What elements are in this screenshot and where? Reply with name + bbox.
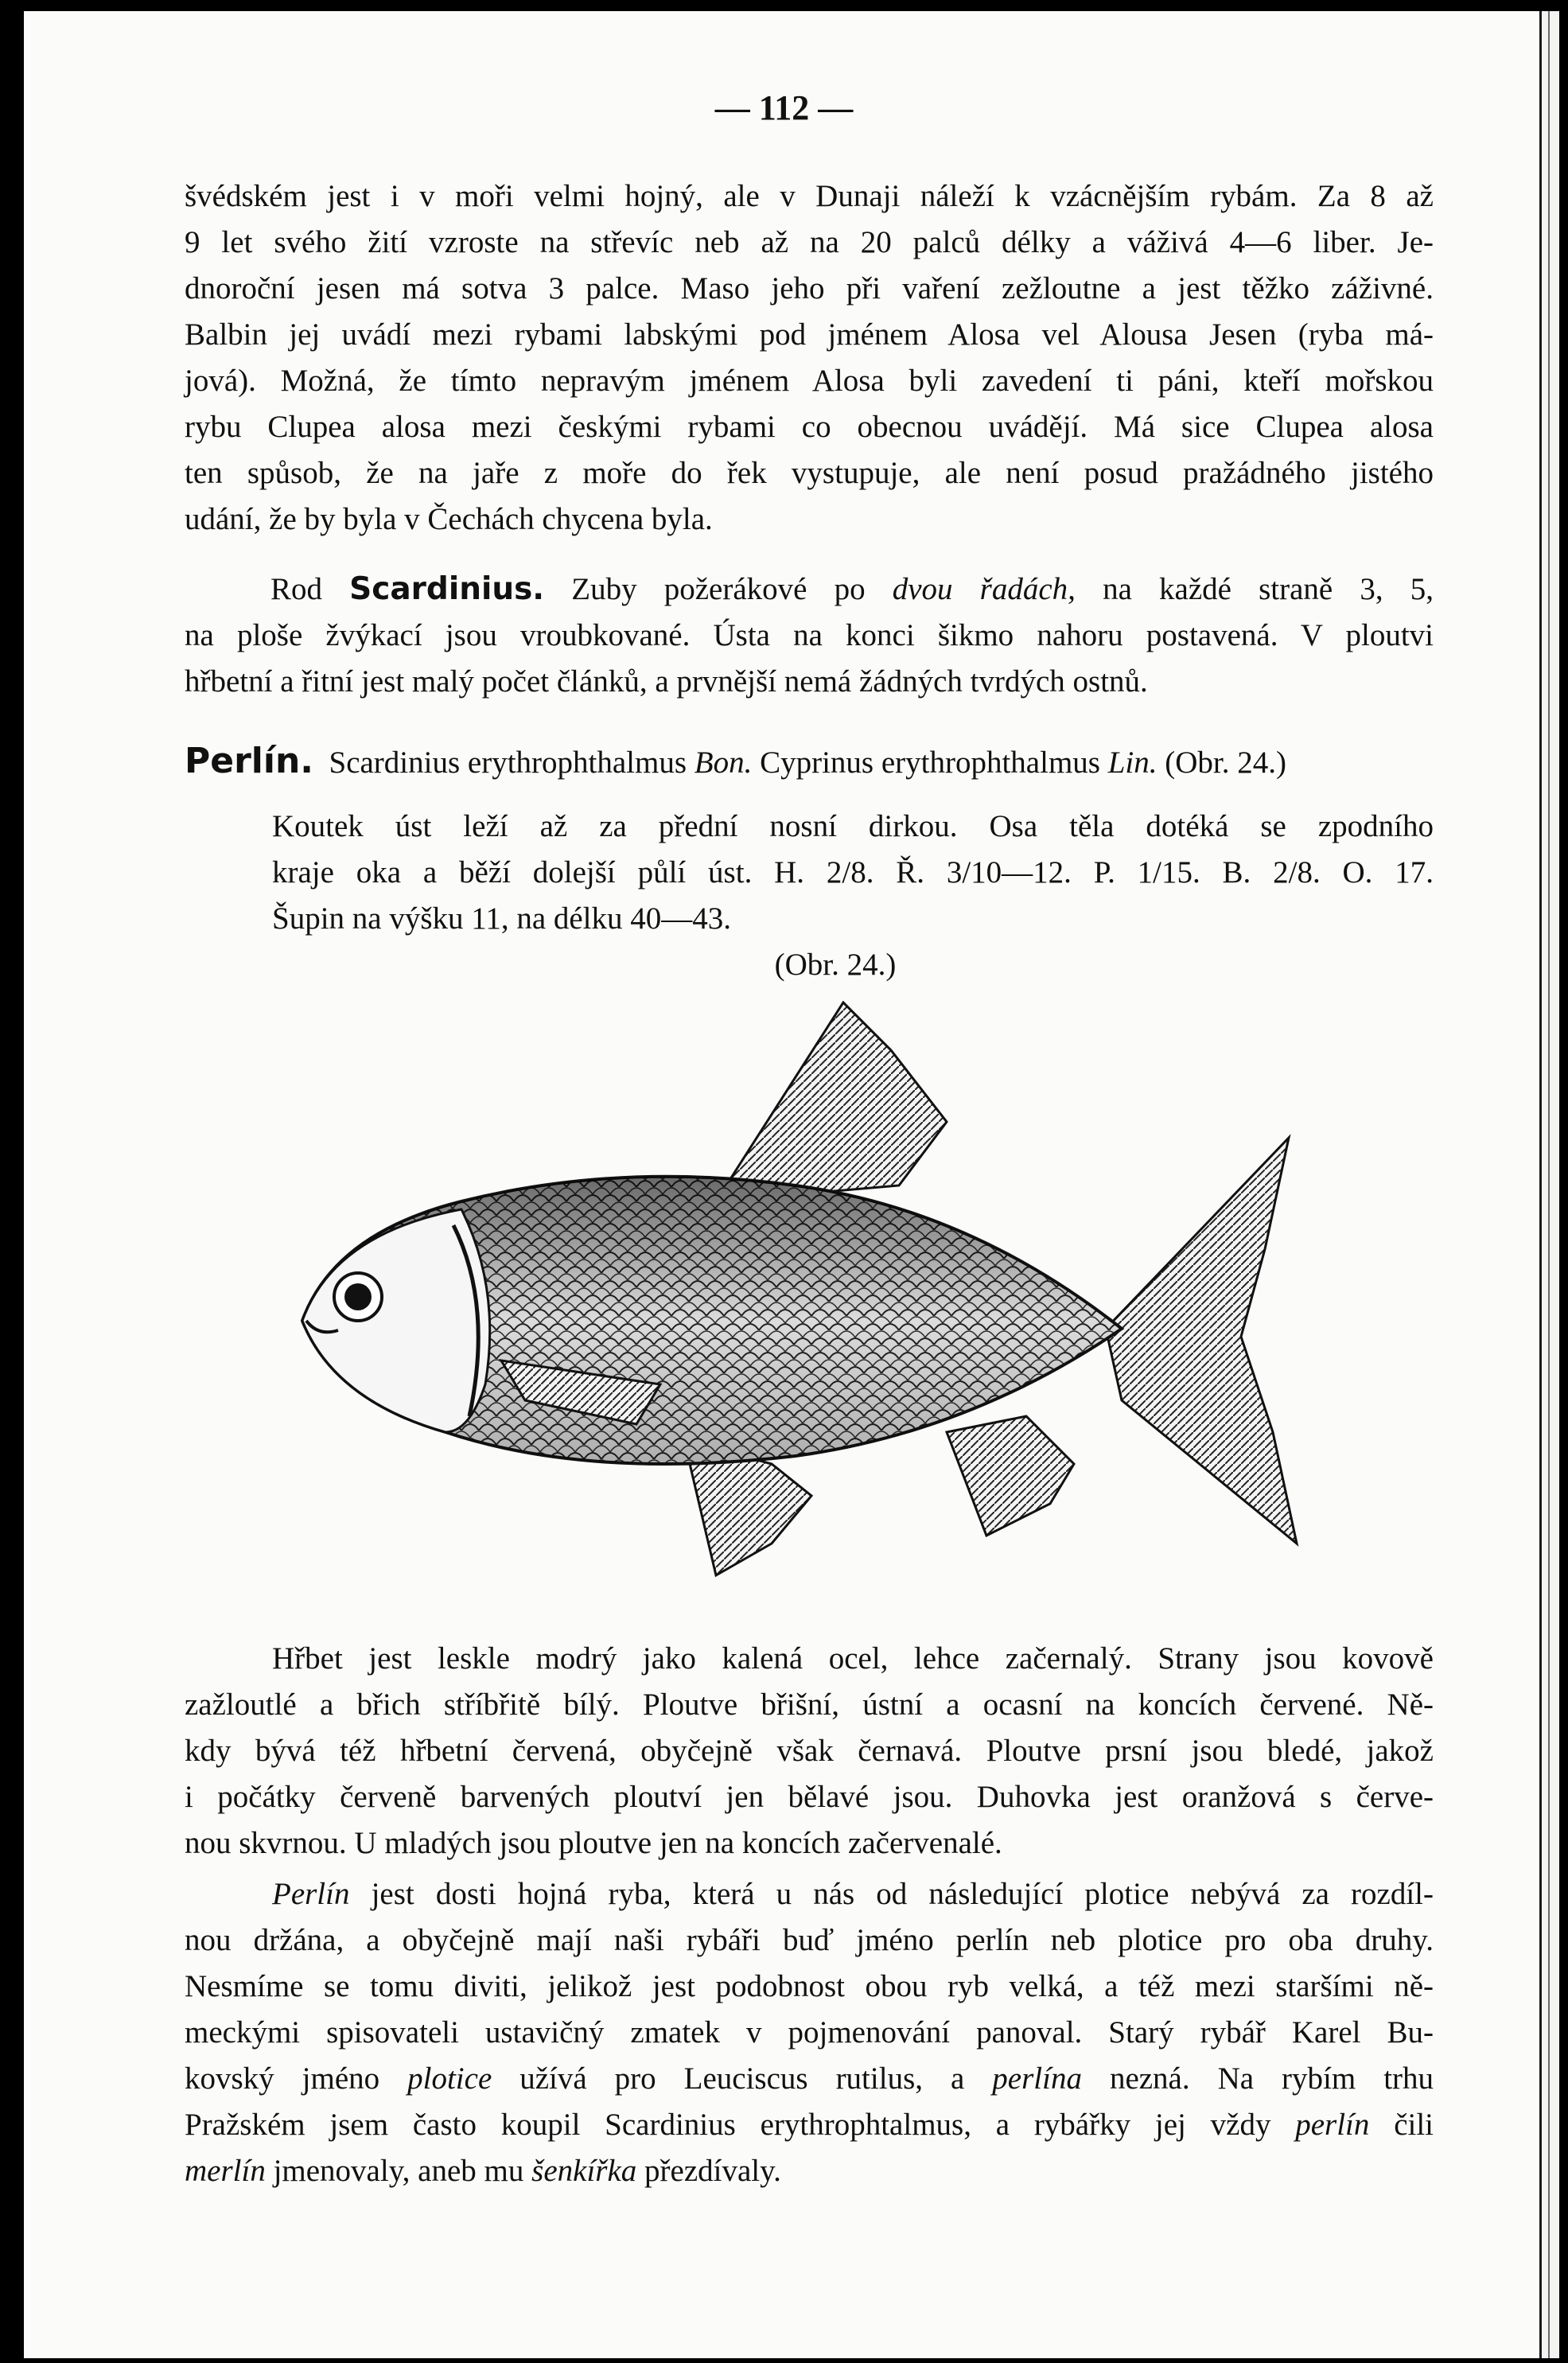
tail-fin xyxy=(1106,1138,1297,1544)
genus-line-1: Rod Scardinius. Zuby požerákové po dvou řadách, na každé straně 3, 5, xyxy=(270,571,1434,607)
para2-line: kdy bývá též hřbetní červená, obyčejně však černavá. Ploutve prsní jsou bledé, jakož xyxy=(185,1734,1434,1768)
para1-line: ten spůsob, že na jaře z moře do řek vystupuje, ale není posud pražádného jistého xyxy=(185,456,1434,490)
para2-line: i počátky červeně barvených ploutví jen bělavé jsou. Duhovka jest oranžová s červe- xyxy=(185,1780,1434,1814)
para3-line-7: merlín jmenovaly, aneb mu šenkířka přezdívaly. xyxy=(185,2154,781,2188)
genus-line-3: hřbetní a řitní jest malý počet článků, a prvnější nemá žádných tvrdých ostnů. xyxy=(185,664,1148,699)
para1-line: rybu Clupea alosa mezi českými rybami co obecnou uvádějí. Má sice Clupea alosa xyxy=(185,410,1434,444)
dorsal-fin xyxy=(716,1002,947,1201)
page-number: — 112 — xyxy=(714,88,854,127)
species-desc-3: Šupin na výšku 11, na délku 40—43. xyxy=(272,901,732,936)
species-name: Perlín. xyxy=(185,741,313,781)
para1-line: udání, že by byla v Čechách chycena byla. xyxy=(185,502,713,536)
para3-line-1: Perlín jest dosti hojná ryba, která u nás od následující plotice nebývá za rozdíl- xyxy=(272,1877,1434,1911)
para2-line: Hřbet jest leskle modrý jako kalená ocel, lehce začernalý. Strany jsou kovově xyxy=(272,1641,1434,1676)
genus-name: Scardinius. xyxy=(349,571,545,607)
para3-line-5: kovský jméno plotice užívá pro Leuciscus rutilus, a perlína nezná. Na rybím trhu xyxy=(185,2061,1434,2096)
para2-line: nou skvrnou. U mladých jsou ploutve jen na koncích začervenalé. xyxy=(185,1826,1002,1860)
para3-line-6: Pražském jsem často koupil Scardinius erythrophtalmus, a rybářky jej vždy perlín čili xyxy=(185,2108,1434,2142)
species-heading: Perlín. Scardinius erythrophthalmus Bon. Cyprinus erythrophthalmus Lin. (Obr. 24.) xyxy=(185,741,1286,781)
para2-line: zažloutlé a břich stříbřitě bílý. Ploutve břišní, ústní a ocasní na koncích červené. Ně- xyxy=(185,1688,1434,1722)
species-desc-2: kraje oka a běží dolejší půlí úst. H. 2/8. Ř. 3/10—12. P. 1/15. B. 2/8. O. 17. xyxy=(272,855,1434,890)
para3-line-4: meckými spisovateli ustavičný zmatek v pojmenování panoval. Starý rybář Karel Bu- xyxy=(185,2015,1434,2050)
para1-line: jová). Možná, že tímto nepravým jménem Alosa byli zavedení ti páni, kteří mořskou xyxy=(185,364,1434,398)
genus-label: Rod xyxy=(270,572,323,606)
para1-line: 9 let svého žití vzroste na střevíc neb až na 20 palců délky a váživá 4—6 liber. Je- xyxy=(185,225,1434,259)
genus-line-2: na ploše žvýkací jsou vroubkované. Ústa na konci šikmo nahoru postavená. V ploutvi xyxy=(185,618,1434,652)
page-edge-line xyxy=(1548,11,1550,2358)
para1-line: švédském jest i v moři velmi hojný, ale v Dunaji náleží k vzácnějším rybám. Za 8 až xyxy=(185,179,1434,213)
anal-fin xyxy=(947,1416,1074,1536)
figure-caption: (Obr. 24.) xyxy=(774,948,897,982)
para3-line-3: Nesmíme se tomu diviti, jelikož jest podobnost obou ryb velká, a též mezi staršími ně- xyxy=(185,1969,1434,2003)
para3-line-2: nou držána, a obyčejně mají naši rybáři buď jméno perlín neb plotice pro oba druhy. xyxy=(185,1923,1434,1957)
fish-illustration-icon xyxy=(286,987,1313,1623)
para1-line: dnoroční jesen má sotva 3 palce. Maso jeho při vaření zežloutne a jest těžko záživné. xyxy=(185,271,1434,306)
page-edge xyxy=(1542,11,1559,2358)
species-desc-1: Koutek úst leží až za přední nosní dirkou. Osa těla dotéká se zpodního xyxy=(272,809,1434,843)
para1-line: Balbin jej uvádí mezi rybami labskými pod jménem Alosa vel Alousa Jesen (ryba má- xyxy=(185,317,1434,352)
